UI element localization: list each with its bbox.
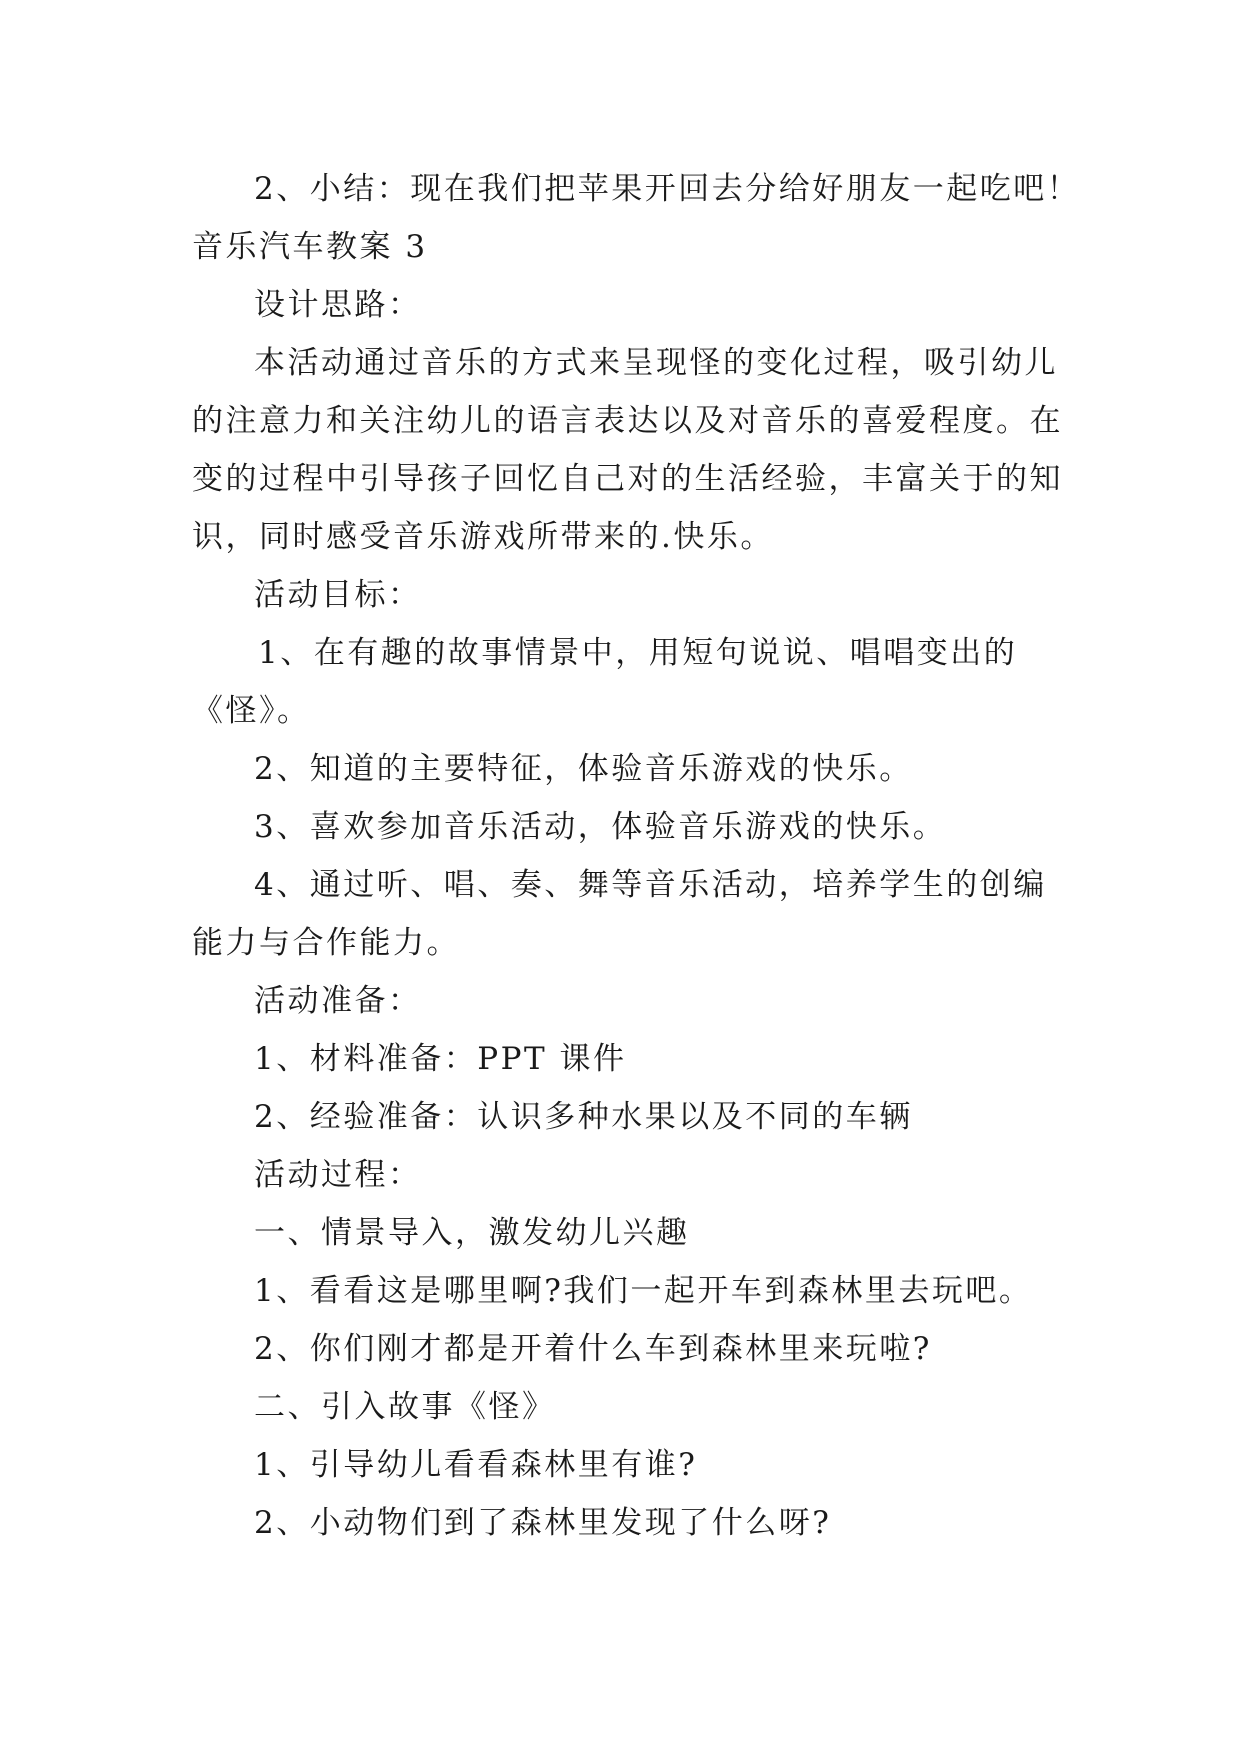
list-item: 2、小动物们到了森林里发现了什么呀? [254, 1505, 832, 1541]
list-item: 1、在有趣的故事情景中，用短句说说、唱唱变出的 [258, 635, 1018, 671]
list-item: 3、喜欢参加音乐活动，体验音乐游戏的快乐。 [254, 809, 947, 845]
list-item: 1、引导幼儿看看森林里有谁? [254, 1447, 698, 1483]
list-item: 1、材料准备：PPT 课件 [254, 1041, 627, 1077]
section-heading-goals: 活动目标： [254, 577, 422, 613]
paragraph-line: 变的过程中引导孩子回忆自己对的生活经验，丰富关于的知 [192, 461, 1063, 497]
list-item: 4、通过听、唱、奏、舞等音乐活动，培养学生的创编 [254, 867, 1047, 903]
subsection-heading: 一、情景导入，激发幼儿兴趣 [254, 1215, 690, 1251]
list-item: 1、看看这是哪里啊?我们一起开车到森林里去玩吧。 [254, 1273, 1033, 1309]
list-item: 2、你们刚才都是开着什么车到森林里来玩啦? [254, 1331, 932, 1367]
section-heading-process: 活动过程： [254, 1157, 422, 1193]
document-body [192, 160, 1081, 1552]
paragraph-line: 识，同时感受音乐游戏所带来的.快乐。 [192, 519, 774, 555]
list-item: 2、知道的主要特征，体验音乐游戏的快乐。 [254, 751, 913, 787]
subsection-heading: 二、引入故事《怪》 [254, 1389, 556, 1425]
list-item-continuation: 能力与合作能力。 [192, 925, 460, 961]
section-heading-design: 设计思路： [254, 287, 422, 323]
paragraph-line: 的注意力和关注幼儿的语言表达以及对音乐的喜爱程度。在 [192, 403, 1063, 439]
list-item: 2、经验准备：认识多种水果以及不同的车辆 [254, 1099, 913, 1135]
section-heading-preparation: 活动准备： [254, 983, 422, 1019]
list-item-continuation: 《怪》。 [192, 693, 311, 729]
summary-line: 2、小结：现在我们把苹果开回去分给好朋友一起吃吧！ [254, 171, 1081, 207]
lesson-title: 音乐汽车教案 3 [192, 229, 428, 265]
paragraph-line: 本活动通过音乐的方式来呈现怪的变化过程，吸引幼儿 [254, 345, 1058, 381]
